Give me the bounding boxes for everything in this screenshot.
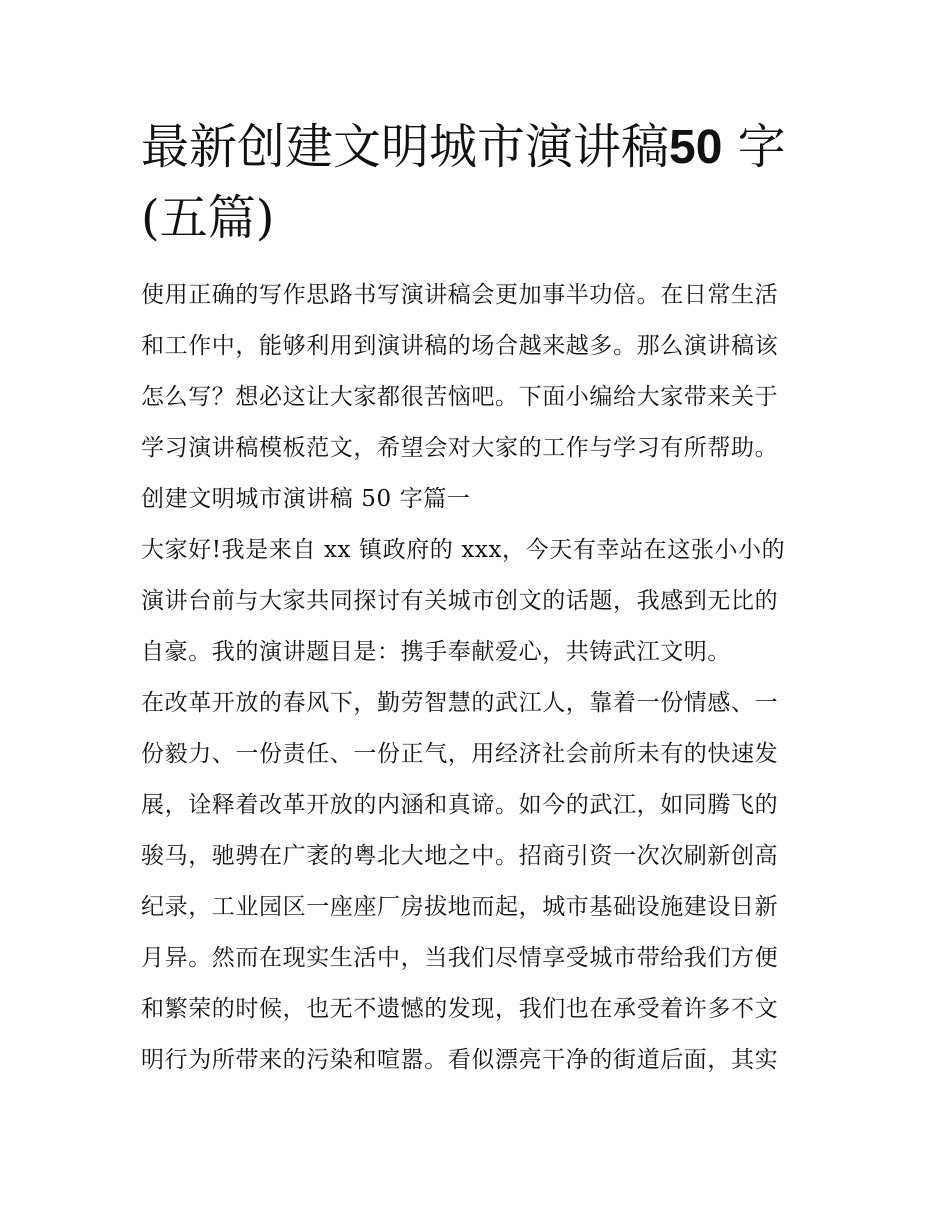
section-heading: 创建文明城市演讲稿 50 字篇一 [141, 486, 471, 512]
title-line-1 [141, 112, 813, 183]
body-line: 学习演讲稿模板范文，希望会对大家的工作与学习有所帮助。 [141, 435, 779, 461]
body-line: 大家好!我是来自 xx 镇政府的 xxx，今天有幸站在这张小小的 [141, 537, 786, 563]
document-title [141, 112, 813, 253]
body-line: 明行为所带来的污染和喧嚣。看似漂亮干净的街道后面，其实 [141, 1047, 779, 1073]
body-line: 在改革开放的春风下，勤劳智慧的武江人，靠着一份情感、一 [141, 690, 779, 716]
document-page [141, 112, 813, 1086]
body-line: 演讲台前与大家共同探讨有关城市创文的话题，我感到无比的 [141, 588, 779, 614]
title-number: 50 [669, 121, 723, 174]
body-line: 使用正确的写作思路书写演讲稿会更加事半功倍。在日常生活 [141, 282, 779, 308]
body-line: 骏马，驰骋在广袤的粤北大地之中。招商引资一次次刷新创高 [141, 843, 779, 869]
title-line-2: (五篇) [141, 190, 275, 246]
body-line: 月异。然而在现实生活中，当我们尽情享受城市带给我们方便 [141, 945, 779, 971]
title-text: 最新创建文明城市演讲稿 [141, 119, 670, 175]
title-suffix: 字 [737, 119, 786, 175]
body-line: 和工作中，能够利用到演讲稿的场合越来越多。那么演讲稿该 [141, 333, 779, 359]
body-line: 份毅力、一份责任、一份正气，用经济社会前所未有的快速发 [141, 741, 779, 767]
body-line: 纪录，工业园区一座座厂房拔地而起，城市基础设施建设日新 [141, 894, 779, 920]
document-body [141, 270, 813, 1086]
body-line: 自豪。我的演讲题目是：携手奉献爱心，共铸武江文明。 [141, 639, 731, 665]
body-line: 和繁荣的时候，也无不遗憾的发现，我们也在承受着许多不文 [141, 996, 779, 1022]
body-line: 怎么写？想必这让大家都很苦恼吧。下面小编给大家带来关于 [141, 384, 779, 410]
body-line: 展，诠释着改革开放的内涵和真谛。如今的武江，如同腾飞的 [141, 792, 779, 818]
